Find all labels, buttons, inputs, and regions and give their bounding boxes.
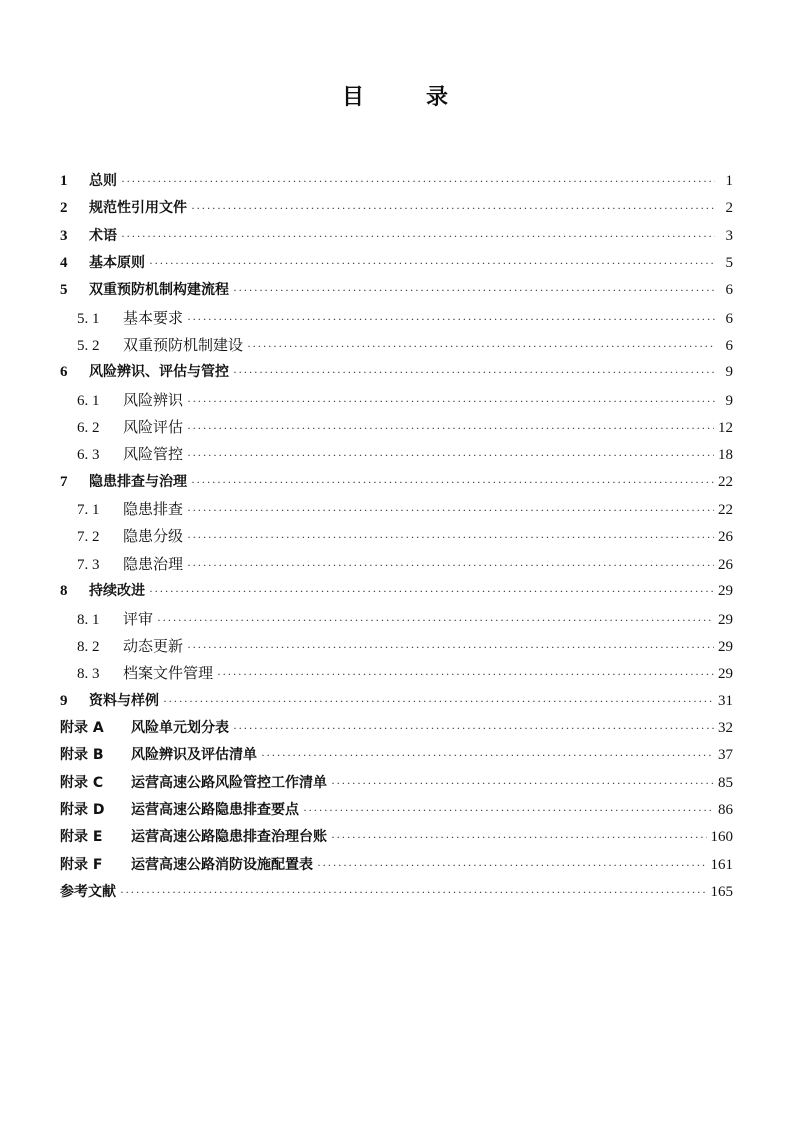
dot-leader xyxy=(233,277,715,304)
dot-leader xyxy=(331,824,707,851)
dot-leader xyxy=(233,715,714,742)
dot-leader xyxy=(261,742,714,769)
dot-leader xyxy=(331,770,714,797)
toc-entry-label: 术语 xyxy=(89,227,117,244)
dot-leader xyxy=(233,359,715,386)
toc-entry[interactable] xyxy=(60,414,733,441)
toc-entry-label: 资料与样例 xyxy=(89,692,159,709)
toc-entry-label: 基本要求 xyxy=(123,308,184,327)
toc-entry-page-number: 31 xyxy=(718,692,733,709)
dot-leader xyxy=(120,879,707,906)
toc-entry-page-number: 29 xyxy=(718,611,733,628)
toc-entry[interactable] xyxy=(60,250,733,277)
dot-leader xyxy=(303,797,714,824)
dot-leader xyxy=(149,578,714,605)
toc-entry-label: 持续改进 xyxy=(89,583,145,600)
dot-leader xyxy=(187,524,714,550)
toc-entry-label: 风险辨识 xyxy=(123,390,184,409)
toc-entry-label: 运营高速公路风险管控工作清单 xyxy=(131,774,327,791)
toc-entry-label: 风险辨识、评估与管控 xyxy=(89,364,229,381)
toc-entry-label: 动态更新 xyxy=(123,636,184,655)
toc-entry[interactable] xyxy=(60,660,733,687)
toc-entry-label: 风险管控 xyxy=(123,445,184,464)
toc-entry[interactable] xyxy=(60,305,733,332)
toc-entry-page-number: 12 xyxy=(718,420,733,437)
toc-entry[interactable] xyxy=(60,879,733,906)
toc-entry-page-number: 6 xyxy=(725,338,733,355)
toc-entry-label: 双重预防机制建设 xyxy=(123,336,244,355)
toc-entry-label: 隐患排查与治理 xyxy=(89,473,187,490)
dot-leader xyxy=(247,333,715,359)
toc-entry-label: 基本原则 xyxy=(89,255,145,272)
toc-entry-page-number: 161 xyxy=(710,856,733,873)
toc-entry-number: 6 xyxy=(60,364,68,381)
toc-entry-number: 8. 3 xyxy=(77,666,100,683)
toc-entry-label: 风险辨识及评估清单 xyxy=(131,747,257,764)
toc-entry[interactable] xyxy=(60,824,733,851)
toc-entry-number: 7. 3 xyxy=(77,556,100,573)
toc-entry-page-number: 37 xyxy=(718,747,733,764)
dot-leader xyxy=(191,195,715,222)
toc-entry-page-number: 22 xyxy=(718,502,733,519)
toc-entry-page-number: 85 xyxy=(718,774,733,791)
dot-leader xyxy=(163,688,714,715)
toc-entry-page-number: 5 xyxy=(725,255,733,272)
toc-entry-label: 运营高速公路消防设施配置表 xyxy=(131,856,313,873)
toc-entry-label: 总则 xyxy=(89,173,117,189)
dot-leader xyxy=(217,661,714,687)
toc-entry-label: 运营高速公路隐患排查治理台账 xyxy=(131,829,327,846)
dot-leader xyxy=(121,168,715,195)
toc-entry-page-number: 160 xyxy=(710,829,733,846)
toc-entry-number: 附录 B xyxy=(60,747,104,764)
toc-entry-number: 附录 A xyxy=(60,719,104,736)
toc-entry[interactable] xyxy=(60,742,733,769)
dot-leader xyxy=(121,223,715,250)
dot-leader xyxy=(187,552,714,578)
toc-entry-page-number: 6 xyxy=(725,282,733,299)
toc-entry[interactable] xyxy=(60,578,733,605)
toc-entry-label: 风险单元划分表 xyxy=(131,719,229,736)
toc-entry-page-number: 26 xyxy=(718,529,733,546)
dot-leader xyxy=(157,607,714,633)
toc-entry-number: 7 xyxy=(60,473,68,490)
toc-entry-number: 附录 C xyxy=(60,774,104,791)
toc-entry-number: 3 xyxy=(60,227,68,244)
toc-entry-number: 7. 1 xyxy=(77,502,100,519)
toc-entry-label: 档案文件管理 xyxy=(123,664,214,683)
toc-entry-page-number: 32 xyxy=(718,719,733,736)
toc-entry-page-number: 22 xyxy=(718,473,733,490)
toc-entry-page-number: 6 xyxy=(725,310,733,327)
toc-entry-page-number: 9 xyxy=(725,392,733,409)
toc-entry-number: 5. 2 xyxy=(77,338,100,355)
toc-entry-page-number: 18 xyxy=(718,447,733,464)
toc-entry[interactable] xyxy=(60,387,733,414)
toc-entry-page-number: 3 xyxy=(725,227,733,244)
dot-leader xyxy=(187,634,714,660)
toc-entry-label: 评审 xyxy=(123,609,154,628)
dot-leader xyxy=(191,469,714,496)
toc-entry[interactable] xyxy=(60,770,733,797)
toc-entry[interactable] xyxy=(60,277,733,304)
title-char-1: 目 xyxy=(341,85,364,110)
toc-entry[interactable] xyxy=(60,359,733,386)
toc-entry-number: 8. 1 xyxy=(77,611,100,628)
dot-leader xyxy=(187,388,715,414)
dot-leader xyxy=(187,497,714,523)
toc-entry[interactable] xyxy=(60,715,733,742)
toc-entry-page-number: 9 xyxy=(725,364,733,381)
toc-entry-label: 参考文献 xyxy=(60,883,116,900)
toc-entry[interactable] xyxy=(60,688,733,715)
toc-entry-label: 双重预防机制构建流程 xyxy=(89,282,229,299)
toc-entry[interactable] xyxy=(60,441,733,468)
toc-entry-page-number: 86 xyxy=(718,801,733,818)
toc-entry[interactable] xyxy=(60,332,733,359)
title-char-2: 录 xyxy=(426,85,449,110)
toc-entry-number: 6. 3 xyxy=(77,447,100,464)
dot-leader xyxy=(317,852,707,879)
dot-leader xyxy=(149,250,715,277)
toc-entry[interactable] xyxy=(60,551,733,578)
toc-entry[interactable] xyxy=(60,633,733,660)
toc-entry-page-number: 29 xyxy=(718,638,733,655)
dot-leader xyxy=(187,306,715,332)
toc-entry-label: 风险评估 xyxy=(123,418,184,437)
toc-entry-number: 8 xyxy=(60,583,68,600)
toc-entry-number: 6. 2 xyxy=(77,420,100,437)
toc-entry-label: 规范性引用文件 xyxy=(89,200,187,217)
dot-leader xyxy=(187,442,714,468)
toc-entry-number: 附录 E xyxy=(60,829,103,846)
table-of-contents xyxy=(60,168,733,906)
toc-entry-label: 隐患治理 xyxy=(123,554,184,573)
toc-entry-page-number: 2 xyxy=(725,200,733,217)
toc-entry-number: 1 xyxy=(60,173,68,189)
toc-entry-label: 隐患排查 xyxy=(123,500,184,519)
toc-entry-number: 5 xyxy=(60,282,68,299)
toc-entry[interactable] xyxy=(60,523,733,550)
toc-entry[interactable] xyxy=(60,223,733,250)
toc-entry-label: 运营高速公路隐患排查要点 xyxy=(131,801,299,818)
toc-entry[interactable] xyxy=(60,469,733,496)
dot-leader xyxy=(187,415,714,441)
toc-entry-label: 隐患分级 xyxy=(123,527,184,546)
toc-entry[interactable] xyxy=(60,168,733,195)
toc-entry[interactable] xyxy=(60,195,733,222)
toc-entry-page-number: 26 xyxy=(718,556,733,573)
toc-entry-page-number: 29 xyxy=(718,666,733,683)
toc-entry-page-number: 165 xyxy=(710,883,733,900)
toc-entry-number: 2 xyxy=(60,200,68,217)
toc-entry-number: 附录 F xyxy=(60,856,103,873)
toc-entry[interactable] xyxy=(60,606,733,633)
toc-entry[interactable] xyxy=(60,496,733,523)
toc-entry[interactable] xyxy=(60,852,733,879)
toc-entry-number: 7. 2 xyxy=(77,529,100,546)
toc-entry-number: 附录 D xyxy=(60,801,105,818)
page-title xyxy=(0,80,790,111)
toc-entry-page-number: 29 xyxy=(718,583,733,600)
toc-entry-page-number: 1 xyxy=(725,173,733,189)
toc-entry-number: 8. 2 xyxy=(77,638,100,655)
toc-entry-number: 4 xyxy=(60,255,68,272)
toc-entry-number: 6. 1 xyxy=(77,392,100,409)
toc-entry[interactable] xyxy=(60,797,733,824)
toc-entry-number: 9 xyxy=(60,692,68,709)
toc-entry-number: 5. 1 xyxy=(77,310,100,327)
